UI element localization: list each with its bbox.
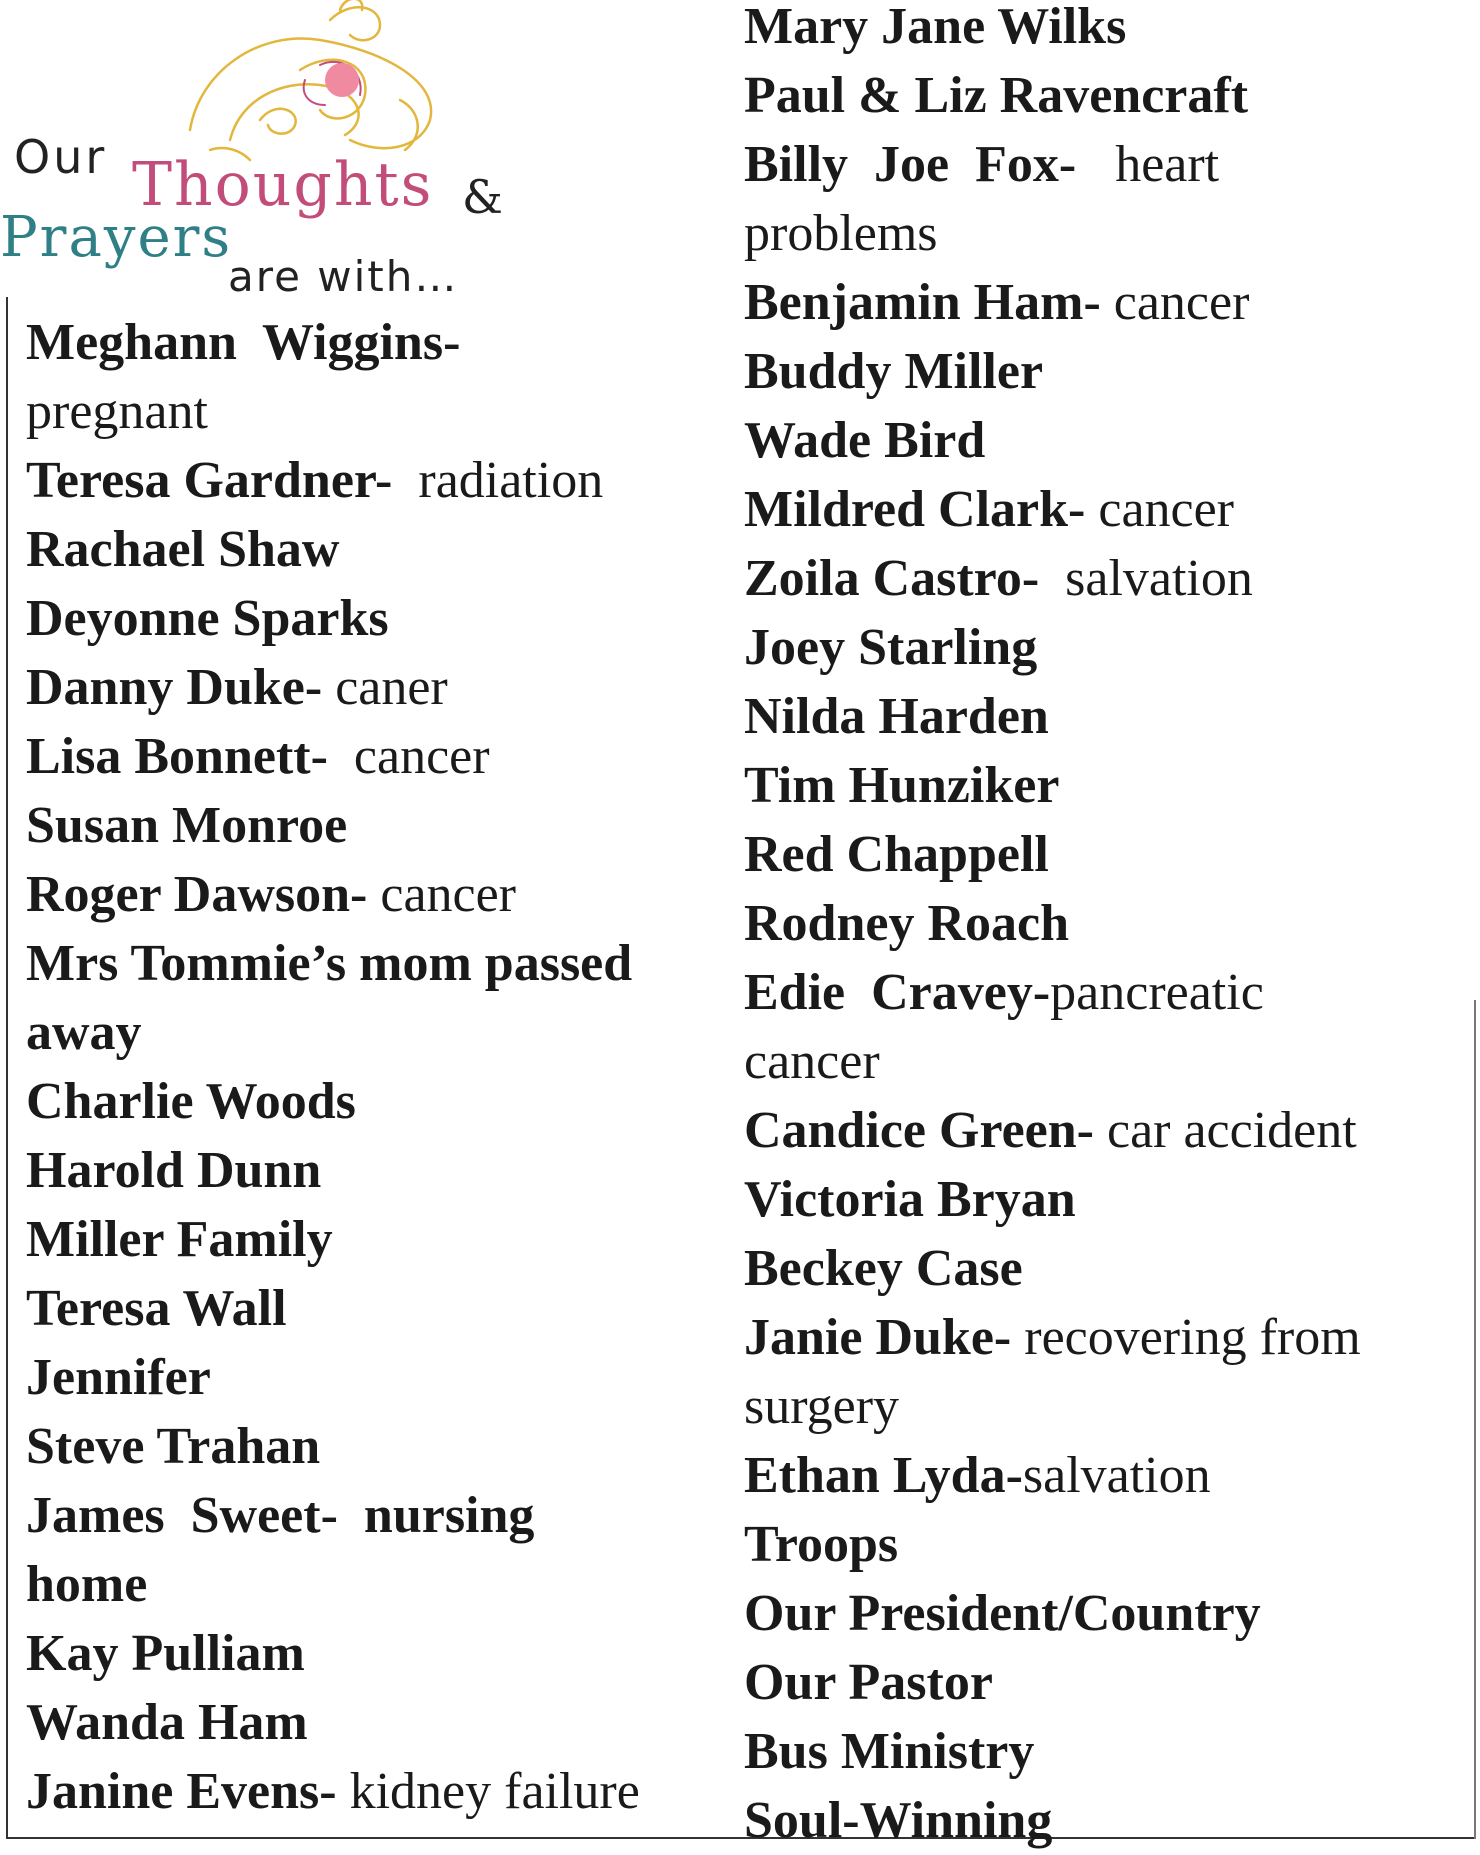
person-name: Edie Cravey- — [744, 964, 1051, 1021]
list-item — [744, 1096, 1474, 1165]
person-name: Joey Starling — [744, 619, 1038, 676]
prayer-note: surgery — [744, 1378, 900, 1435]
prayer-note: car accident — [1093, 1102, 1357, 1159]
person-name: Danny Duke- — [26, 659, 323, 716]
header-ampersand-text: & — [462, 170, 503, 224]
list-item — [744, 475, 1474, 544]
list-item — [744, 958, 1474, 1027]
person-name: Tim Hunziker — [744, 757, 1060, 814]
list-item — [26, 929, 746, 998]
person-name: Rodney Roach — [744, 895, 1070, 952]
list-item — [744, 1579, 1474, 1648]
person-name: Our President/Country — [744, 1585, 1261, 1642]
list-item — [744, 1234, 1474, 1303]
person-name: Deyonne Sparks — [26, 590, 389, 647]
prayer-note: cancer — [1085, 481, 1234, 538]
list-item — [744, 1510, 1474, 1579]
person-name: Wade Bird — [744, 412, 986, 469]
list-item — [744, 268, 1474, 337]
list-item — [744, 1786, 1474, 1855]
list-item — [26, 860, 746, 929]
prayer-note: kidney failure — [336, 1763, 640, 1820]
person-name: Lisa Bonnett- — [26, 728, 328, 785]
person-name: Harold Dunn — [26, 1142, 322, 1199]
person-name: Victoria Bryan — [744, 1171, 1076, 1228]
list-item — [744, 61, 1474, 130]
person-name: Troops — [744, 1516, 899, 1573]
person-name: away — [26, 1004, 142, 1061]
prayer-note: heart — [1076, 136, 1220, 193]
person-name: Miller Family — [26, 1211, 333, 1268]
list-item — [26, 1757, 746, 1826]
person-name: Ethan Lyda- — [744, 1447, 1023, 1504]
header-prayers-text: Prayers — [0, 205, 233, 270]
list-item — [744, 889, 1474, 958]
header-our-text: Our — [14, 130, 108, 184]
person-name: Benjamin Ham- — [744, 274, 1101, 331]
list-item — [744, 751, 1474, 820]
header-logo — [0, 0, 520, 300]
list-item — [744, 0, 1474, 61]
prayer-note: radiation — [392, 452, 604, 509]
header-thoughts-text: Thoughts — [132, 150, 434, 220]
person-name: Nilda Harden — [744, 688, 1049, 745]
prayer-note: problems — [744, 205, 938, 262]
list-item — [26, 1274, 746, 1343]
list-item — [26, 515, 746, 584]
prayer-note: cancer — [327, 728, 490, 785]
list-item — [26, 308, 746, 377]
person-name: Soul-Winning — [744, 1792, 1053, 1849]
person-name: Our Pastor — [744, 1654, 993, 1711]
prayer-note: recovering from — [1011, 1309, 1361, 1366]
person-name: Beckey Case — [744, 1240, 1023, 1297]
prayer-note: salvation — [1022, 1447, 1211, 1504]
prayer-note: pancreatic — [1050, 964, 1264, 1021]
person-name: James Sweet- nursing — [26, 1487, 535, 1544]
person-name: Mrs Tommie’s mom passed — [26, 935, 633, 992]
list-item — [744, 544, 1474, 613]
list-item — [26, 1205, 746, 1274]
person-name: Janie Duke- — [744, 1309, 1012, 1366]
prayer-note: cancer — [1100, 274, 1250, 331]
person-name: Steve Trahan — [26, 1418, 321, 1475]
person-name: Billy Joe Fox- — [744, 136, 1077, 193]
person-name: Wanda Ham — [26, 1694, 308, 1751]
list-item — [26, 1343, 746, 1412]
person-name: Kay Pulliam — [26, 1625, 305, 1682]
prayer-note: salvation — [1039, 550, 1253, 607]
person-name: Teresa Wall — [26, 1280, 287, 1337]
list-item — [744, 820, 1474, 889]
person-name: Mildred Clark- — [744, 481, 1086, 538]
person-name: Jennifer — [26, 1349, 211, 1406]
list-item — [26, 446, 746, 515]
person-name: Paul & Liz Ravencraft — [744, 67, 1249, 124]
list-item — [744, 1441, 1474, 1510]
person-name: Rachael Shaw — [26, 521, 340, 578]
list-item — [26, 1481, 746, 1550]
left-prayer-list — [26, 308, 746, 1826]
person-name: Teresa Gardner- — [26, 452, 393, 509]
person-name: Charlie Woods — [26, 1073, 356, 1130]
right-prayer-list — [744, 0, 1474, 1855]
frame-left-border — [6, 297, 8, 1837]
frame-right-border — [1474, 1000, 1476, 1839]
prayer-note: caner — [322, 659, 448, 716]
person-name: Candice Green- — [744, 1102, 1094, 1159]
list-item — [744, 1165, 1474, 1234]
list-item — [26, 653, 746, 722]
list-item — [26, 998, 746, 1067]
list-item — [26, 1688, 746, 1757]
prayer-note: cancer — [744, 1033, 880, 1090]
list-item — [26, 1619, 746, 1688]
list-item — [26, 1136, 746, 1205]
list-item — [744, 1648, 1474, 1717]
person-name: Zoila Castro- — [744, 550, 1040, 607]
list-item — [26, 791, 746, 860]
list-item — [26, 584, 746, 653]
person-name: Mary Jane Wilks — [744, 0, 1127, 55]
prayer-note: cancer — [367, 866, 516, 923]
list-item — [744, 1027, 1474, 1096]
list-item — [26, 1550, 746, 1619]
person-name: Roger Dawson- — [26, 866, 368, 923]
list-item — [744, 1372, 1474, 1441]
list-item — [26, 1412, 746, 1481]
person-name: Buddy Miller — [744, 343, 1044, 400]
person-name: home — [26, 1556, 148, 1613]
person-name: Janine Evens- — [26, 1763, 337, 1820]
list-item — [744, 199, 1474, 268]
list-item — [744, 1303, 1474, 1372]
person-name: Red Chappell — [744, 826, 1049, 883]
list-item — [744, 337, 1474, 406]
person-name: Susan Monroe — [26, 797, 348, 854]
list-item — [26, 1067, 746, 1136]
person-name: Meghann Wiggins- — [26, 314, 461, 371]
person-name: Bus Ministry — [744, 1723, 1035, 1780]
list-item — [744, 406, 1474, 475]
header-are-with-text: are with… — [228, 252, 459, 301]
prayer-note: pregnant — [26, 383, 208, 440]
list-item — [744, 613, 1474, 682]
list-item — [744, 130, 1474, 199]
list-item — [744, 682, 1474, 751]
list-item — [26, 377, 746, 446]
list-item — [26, 722, 746, 791]
list-item — [744, 1717, 1474, 1786]
